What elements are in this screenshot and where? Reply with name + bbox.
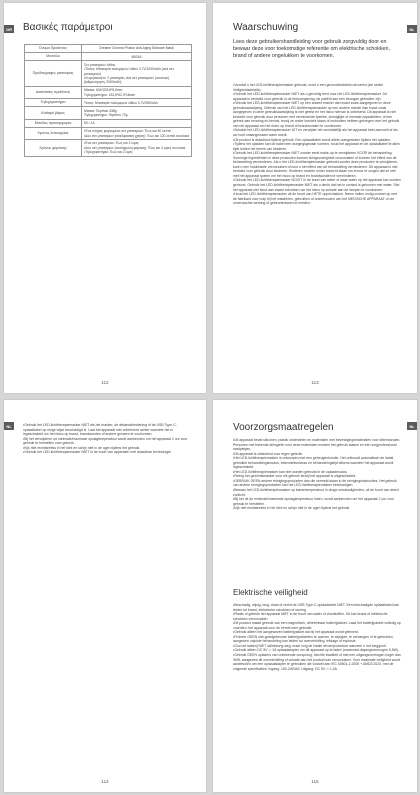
spec-label: Χρόνος λειτουργίας: [25, 127, 82, 139]
body-paragraph: •Beschadig, wijzig, buig, draai of verhit de USB Type-C-oplaadkabel NIET. Een beschadigde oplaadkabel kan leiden tot brand, elektrische schokken of storing.: [233, 603, 400, 612]
body-paragraph: •Gebruik alleen DC 5V ⎓ 1A oplaadadapter om dit apparaat op te laden (maximaal uitgangsvermogen 5,5W).: [233, 648, 399, 653]
body-paragraph: •Tijdens het opladen kan de kabel een wurgingsgevaar vormen, houd het apparaat en de oplaadkabel te allen tijde buiten het bereik van kinderen.: [233, 142, 400, 151]
body-paragraph: •Bij het verwijderen uit minimale/maximale opslagtemperatuur wordt aanbevolen om het apparaat 2 uur voor gebruik te herstellen voor gebruik.: [23, 436, 188, 446]
spec-label: Διαστάσεις προϊόντος: [25, 87, 82, 99]
body-paragraph: •Reinig het gezichtsmasker voor elk gebruik terwijl het apparaat is uitgeschakeld.: [233, 474, 357, 479]
page-number: 114: [101, 779, 109, 784]
body-paragraph: •Bij het uit de minimale/maximale opslagtemperatuur halen, wordt aanbevolen om het apparaat 2 uur voor gebruik te herstellen.: [233, 497, 394, 506]
body-paragraph: •Het LED-lichttherapiemasker kan niet worden gebruikt in de oplaadmodus.: [233, 469, 348, 474]
manual-page-114: [4, 400, 206, 792]
spec-value: 5V⎓1A: [82, 119, 192, 127]
electrical-safety-body: [233, 603, 401, 671]
spec-table: [24, 44, 192, 157]
body-paragraph: •Gebruik het LED-lichttherapiemasker NIET als het masker, de afstandsbediening of de USB Type-C-oplaadkabel op enige wijze beschadigd is. Laat het apparaat niet onbeheerd achter wanneer het is ingeschakeld om het risico op brand, brandwonden of andere gevaren te voorkomen.: [23, 423, 177, 437]
spec-row: [25, 99, 192, 107]
body-paragraph: •GEBRUIK GEEN andere reinigingsproducten dan die vermeld staan in de reinigingsinstructies. Het gebruik van andere reinigingsproducten kan het LED-lichttherapiemasker beschadigen.: [233, 478, 397, 488]
spec-label: Καθαρό βάρος: [25, 107, 82, 119]
body-paragraph: •Gooi de batterij NIET willekeurig weg, maar volg de lokale afvoerprocedure wanneer u het weggooit.: [233, 643, 387, 648]
intro-text: Lees deze gebruikershandleiding voor gebruik zorgvuldig door en bewaar deze voor toekomstige referentie om elektrische schokken, brand of andere ongelukken te voorkomen.: [233, 39, 390, 59]
spec-row: [25, 140, 192, 157]
spec-row: [25, 87, 192, 99]
spec-row: [25, 53, 192, 61]
body-paragraph: •Gebruik het LED-lichttherapiemasker NOOIT in de buurt van water of waar water op het apparaat kan worden gemorst. Gebruik het LED-lichttherapiemasker NIET als u denkt dat het in contact is gekomen met water. Stel het apparaat niet bloot aan zware schokken om het risico op schade aan de lampen te voorkomen.: [233, 178, 401, 192]
page-number: 112: [101, 380, 109, 385]
body-paragraph: •Kijk niet rechtstreeks in het licht en schijn niet in de ogen tijdens het gebruik.: [23, 445, 141, 450]
body-paragraph: •Dit apparaat bevat siliconen, plastic onderdelen en materialen met bevestigingsmaterialen voor kittenbanden. Personen met bekende allergieën voor deze materialen moeten het gebruik staken en een zorgprofessional raadplegen.: [233, 438, 401, 452]
page-title: Waarschuwing: [233, 22, 299, 33]
page-number: 113: [311, 380, 319, 385]
body-paragraph: •Gebruik GEEN opladers van onbekende oorsprong, slechte kwaliteit of met een uitgangsvermogen hoger dan 30W, aangezien dit oververhitting of schade aan het product kan veroorzaken. Voor maximale veiligheid wordt aanbevolen om een oplaadadapter te gebruiken die voldoet aan IEC 60601-1:2005 + AMD2:2020, met de volgende specificaties: Ingang: 100-240VAC Uitgang: DC 5V ⎓ 1,0A.: [233, 653, 401, 671]
body-paragraph: •Probeer GEEN niet-goedgekeurde batterijpakketten te openen, te wijzigen, te vervangen of te gebruiken, aangezien onjuiste behandeling kan leiden tot oververhitting, lekkage of explosie.: [233, 634, 394, 644]
spec-label: Προδιαγραφές μπαταρίας: [25, 61, 82, 87]
manual-page-113: [213, 3, 417, 393]
spec-row: [25, 61, 192, 87]
body-paragraph: •Gebruik het LED-lichttherapiemasker NIET als u gevoelig bent voor het LED-lichttherapiemasker. Dit apparaat is bedoeld voor gebruik in de thuisomgeving; de patiënt kan een beoogde gebruiker zijn.: [233, 92, 387, 101]
body-paragraph: •Het LED-lichttherapiemasker is ontworpen met een geheugenfunctie. Het onthoudt automatisch de laatst gebruikte behandelingsmodus, intensiteitsniveau en behandelingstijd telkens wanneer het apparaat wordt ingeschakeld.: [233, 456, 394, 470]
body-paragraph: •Schakel het LED-lichttherapiemasker UIT en verwijder het onmiddellijk als het apparaat heet aanvoelt of als uw huid onaangenaam warm wordt.: [233, 128, 398, 138]
body-paragraph: •Gebruik het LED-lichttherapiemasker NIET zonder eerst make-up te verwijderen VOOR de behandeling. Sommige ingrediënten in deze producten kunnen lichtgevoeligheid veroorzaken of kunnen het effect van de behandeling verminderen. Als u het LED-lichttherapiemasker gebruikt zonder deze producten te verwijderen, kunt u een huidreactie veroorzaken of kunt u het effect van de behandeling verminderen. Dit apparaat is niet bedoeld voor gebruik door kinderen. Kinderen moeten onder toezicht staan om ervoor te zorgen dat ze niet met het apparaat spelen om het risico op brand en brandwonden te verminderen.: [233, 151, 399, 178]
spec-value: •Ένα σετ μπαταριών: Έως και 2 ώρες •Δύο σετ μπαταριών (ταυτόχρονη φόρτιση): Έως και 4 ώρες συνολικά •Τηλεχειριστήριο: Έως και 2 ώρες: [82, 140, 192, 157]
section-title-electrical-safety: Elektrische veiligheid: [233, 588, 308, 597]
body-paragraph: •Plaats of gebruik het apparaat NIET in de buurt van water of vloeistoffen. Dit kan brand of elektrische schokken veroorzaken.: [233, 612, 388, 621]
manual-page-112: [4, 3, 206, 393]
body-paragraph: •Gebruik alleen het aangewezen batterijpakket dat bij het apparaat wordt geleverd.: [233, 630, 359, 635]
body-paragraph: •Dit apparaat is uitsluitend voor eigen gebruik.: [233, 451, 303, 456]
spec-value: AB01A: [82, 53, 192, 61]
body-paragraph: •Houd het LED-lichttherapiemasker uit de buurt van HETE oppervlakken. Neem indien nodig contact op met de fabrikant voor hulp bij het installeren, gebruiken of onderhouden van het MEDISCHE APPARAAT of om onverwachte werking of gebeurtenissen te melden.: [233, 192, 397, 206]
language-tab: GR: [6, 26, 12, 32]
warning-body: [23, 423, 188, 455]
body-paragraph: •Voordat u het LED-lichttherapiemasker gebruikt, moet u een gezondheidstest uitvoeren (zie sectie Veiligheidsdetails).: [233, 83, 384, 92]
spec-label: Μοντέλο: [25, 53, 82, 61]
body-paragraph: •Kijk niet rechtstreeks in het licht en schijn niet in de ogen tijdens het gebruik.: [233, 506, 351, 511]
page-number: 115: [311, 779, 319, 784]
warning-body: [233, 83, 401, 206]
spec-label: Χρόνος φόρτισης: [25, 140, 82, 157]
body-paragraph: •Bewaar het LED-lichttherapiemasker op kamertemperatuur in droge omstandigheden, uit de buurt van direct zonlicht.: [233, 488, 399, 497]
language-tab: NL: [4, 422, 14, 430]
spec-row: [25, 107, 192, 119]
spec-label: Όνομα Προϊόντος: [25, 45, 82, 53]
spec-value: •Ένα πλήρες φορτωμένο σετ μπαταριών: Έως και 60 λεπτά •Δύο σετ μπαταριών (αναδιφασική χρήση): Έως και 120 λεπτά συνολικά: [82, 127, 192, 139]
body-paragraph: •Gebruik het LED-lichttherapiemasker NIET in de buurt van apparaten met draadloze technologie.: [23, 450, 172, 455]
language-tab: NL: [407, 422, 417, 430]
spec-value: Μάσκα: 634*203,8*5,5mm Τηλεχειριστήριο: 132,6*62,3*16mm: [82, 87, 192, 99]
body-paragraph: •Gebruik het LED-lichttherapiemasker NIET op een andere manier dan exact zoals aangegeven in deze gebruiksaanwijzing. Gebruik van het LED-lichttherapiemasker op een andere manier dan exact zoals aangegeven in deze gebruiksaanwijzing is niet getest en het risico hiervan is onbekend. Dit apparaat is niet bedoeld voor gebruik door personen met verminderde fysieke, zintuiglijke of mentale capaciteiten, of een gebrek aan ervaring en kennis, tenzij ze onder toezicht staan of instructies hebben gekregen over het gebruik van het apparaat om het risico op brand of brandwonden te voorkomen.: [233, 101, 400, 128]
spec-label: Είσοδος προσαρμογέα: [25, 119, 82, 127]
language-tab: NL: [407, 25, 417, 33]
spec-label: Τηλεχειριστήριο: [25, 99, 82, 107]
spec-row: [25, 45, 192, 53]
page-title: Βασικές παράμετροι: [23, 22, 113, 33]
section-title-precautions: Voorzorgsmaatregelen: [233, 422, 334, 433]
spec-row: [25, 119, 192, 127]
manual-page-115: [213, 400, 417, 792]
spec-value: Dreame Chroma Photon Anti-Aging Skincare Mask: [82, 45, 192, 53]
spec-value: Σετ μπαταριών λιθίου •Τύπος: Μπαταρία πολυμερών λιθίου 3,7V/1000mAh (ανά σετ μπαταριών) •Χωρητικότητα: 2 μπαταρίες ανά σετ μπαταριών (συνολική βαθμονόμηση: 2000mAh): [82, 61, 192, 87]
precautions-body: [233, 438, 401, 511]
spec-value: Τύπος: Μπαταρία πολυμερών λιθίου 3,7V/280mAh: [82, 99, 192, 107]
spec-value: Μάσκα: Περίπου 338g Τηλεχειριστήριο: Περίπου 72g: [82, 107, 192, 119]
spec-row: [25, 127, 192, 139]
body-paragraph: •Dit product maakt gebruik van een magnetisch, afneembaar batterijpakket. Laad het batterijpakket volledig op voordat u het apparaat voor de eerste keer gebruikt.: [233, 621, 401, 630]
body-paragraph: •Dit product is draadloos tijdens gebruik. Een oplaadkabel wordt alleen aangesloten tijdens het opladen.: [233, 137, 391, 142]
